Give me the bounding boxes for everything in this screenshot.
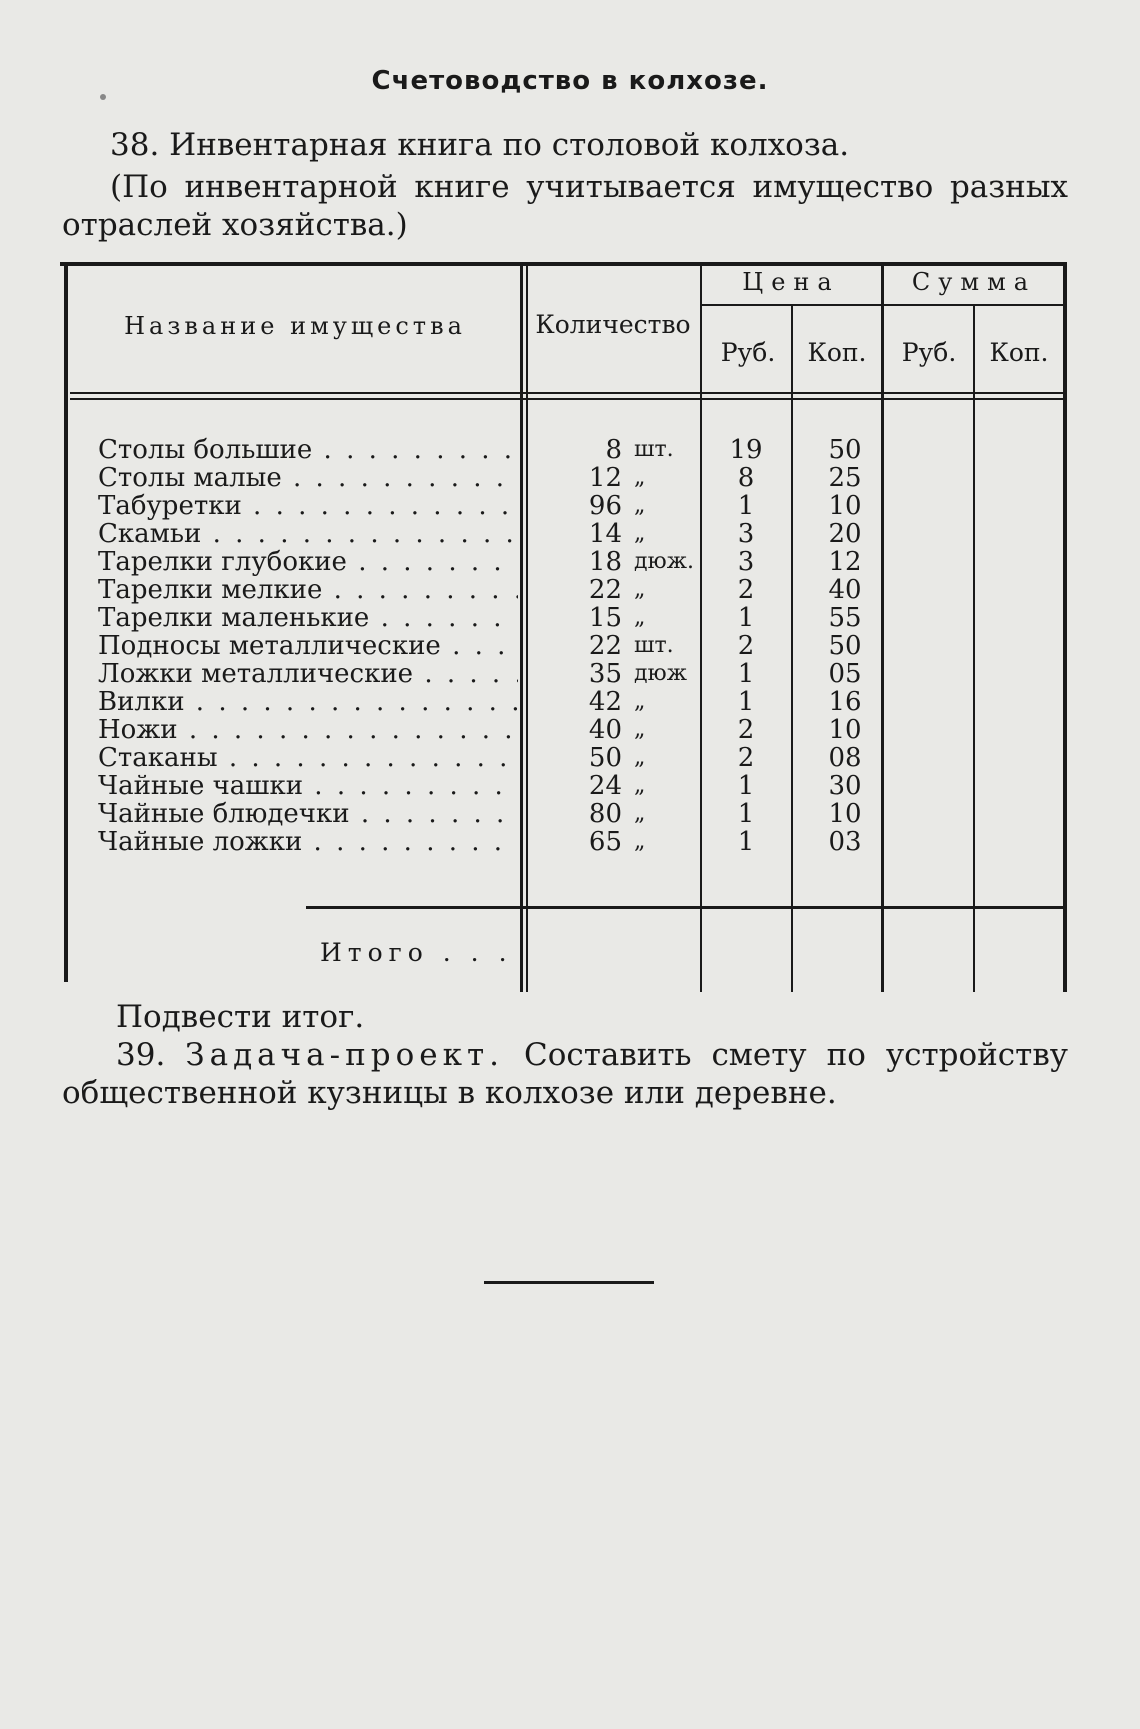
table-row [0,660,1140,688]
item-price-kop: 55 [828,603,862,633]
group-header-rule [702,304,1067,306]
item-price-rub: 1 [737,603,755,633]
table-row [0,436,1140,464]
task-38-note-line-2: отраслей хозяйства.) [62,207,408,243]
item-unit: „ [634,829,646,854]
item-unit: дюж. [634,549,694,574]
table-row [0,688,1140,716]
item-price-rub: 2 [737,743,755,773]
column-header-price-kop: Коп. [807,338,867,367]
item-quantity: 50 [588,743,622,773]
item-quantity: 18 [588,547,622,577]
item-quantity: 14 [588,519,622,549]
item-price-kop: 20 [828,519,862,549]
item-name: Тарелки мелкие . . . [98,576,518,604]
item-price-kop: 10 [828,715,862,745]
item-unit: дюж [634,661,687,686]
item-price-kop: 40 [828,575,862,605]
item-price-kop: 10 [828,491,862,521]
item-name: Чайные блюдечки . . . [98,800,518,828]
table-row [0,800,1140,828]
item-price-kop: 25 [828,463,862,493]
item-unit: „ [634,605,646,630]
task-39-label: Задача-проект. [185,1037,504,1073]
item-quantity: 8 [605,435,622,465]
table-row [0,744,1140,772]
item-price-rub: 19 [729,435,763,465]
item-name: Стаканы . . . [98,744,518,772]
item-price-rub: 1 [737,771,755,801]
item-price-kop: 12 [828,547,862,577]
item-unit: „ [634,689,646,714]
item-unit: „ [634,773,646,798]
total-label: Итого . . . [320,938,513,967]
item-name: Столы малые . . . [98,464,518,492]
item-name: Скамьи . . . [98,520,518,548]
table-row [0,576,1140,604]
table-row [0,604,1140,632]
item-price-rub: 2 [737,715,755,745]
item-quantity: 96 [588,491,622,521]
item-price-rub: 8 [737,463,755,493]
item-name: Ложки металлические . . . [98,660,518,688]
item-price-kop: 08 [828,743,862,773]
item-quantity: 15 [588,603,622,633]
item-price-rub: 3 [737,519,755,549]
item-quantity: 65 [588,827,622,857]
inventory-rows [0,436,1140,856]
table-row [0,520,1140,548]
item-name: Тарелки глубокие . . . [98,548,518,576]
table-row [0,492,1140,520]
item-quantity: 35 [588,659,622,689]
item-price-kop: 16 [828,687,862,717]
task-38-title: 38. Инвентарная книга по столовой колхоза. [110,127,850,163]
item-quantity: 24 [588,771,622,801]
item-name: Столы большие . . . [98,436,518,464]
task-39-line-1 [116,1034,1068,1076]
item-quantity: 42 [588,687,622,717]
column-header-quantity: Количество [535,310,691,339]
item-price-kop: 03 [828,827,862,857]
table-row [0,632,1140,660]
item-quantity: 80 [588,799,622,829]
header-bottom-rule-2 [70,398,1067,400]
item-unit: „ [634,745,646,770]
print-speck [100,94,106,100]
item-unit: „ [634,577,646,602]
item-unit: „ [634,717,646,742]
column-header-sum: Сумма [911,268,1037,296]
total-rule [306,906,1067,909]
item-unit: „ [634,521,646,546]
item-name: Вилки . . . [98,688,518,716]
table-row [0,772,1140,800]
item-name: Ножи . . . [98,716,518,744]
table-top-rule [60,262,1067,266]
item-price-kop: 30 [828,771,862,801]
item-price-rub: 1 [737,799,755,829]
item-price-kop: 50 [828,435,862,465]
item-price-rub: 3 [737,547,755,577]
table-row [0,548,1140,576]
item-price-rub: 1 [737,827,755,857]
item-price-rub: 1 [737,491,755,521]
column-header-sum-kop: Коп. [989,338,1049,367]
column-header-price-rub: Руб. [720,338,776,367]
table-row [0,464,1140,492]
task-39-text-line-1: Составить смету по устройству [523,1037,1069,1073]
item-price-kop: 50 [828,631,862,661]
item-price-rub: 1 [737,659,755,689]
page-header: Счетоводство в колхозе. [371,66,769,96]
item-unit: „ [634,465,646,490]
item-price-kop: 05 [828,659,862,689]
item-price-rub: 2 [737,575,755,605]
header-bottom-rule [70,392,1067,394]
table-row [0,716,1140,744]
item-name: Табуретки . . . [98,492,518,520]
item-unit: шт. [634,437,674,462]
task-39-number: 39. [116,1037,166,1073]
item-name: Чайные чашки . . . [98,772,518,800]
item-unit: шт. [634,633,674,658]
item-quantity: 22 [588,631,622,661]
end-separator [484,1281,654,1284]
item-quantity: 12 [588,463,622,493]
item-name: Чайные ложки . . . [98,828,518,856]
item-price-rub: 1 [737,687,755,717]
item-unit: „ [634,801,646,826]
column-header-name: Название имущества [124,312,466,340]
column-header-price: Цена [742,268,840,296]
task-39-line-2: общественной кузницы в колхозе или деревне. [62,1075,837,1111]
item-name: Тарелки маленькие . . . [98,604,518,632]
column-header-sum-rub: Руб. [901,338,957,367]
item-name: Подносы металлические . . . [98,632,518,660]
item-price-kop: 10 [828,799,862,829]
after-table-text: Подвести итог. [116,999,365,1035]
item-unit: „ [634,493,646,518]
item-price-rub: 2 [737,631,755,661]
item-quantity: 22 [588,575,622,605]
table-row [0,828,1140,856]
task-38-note-line-1: (По инвентарной книге учитывается имущество разных [110,169,1068,205]
item-quantity: 40 [588,715,622,745]
